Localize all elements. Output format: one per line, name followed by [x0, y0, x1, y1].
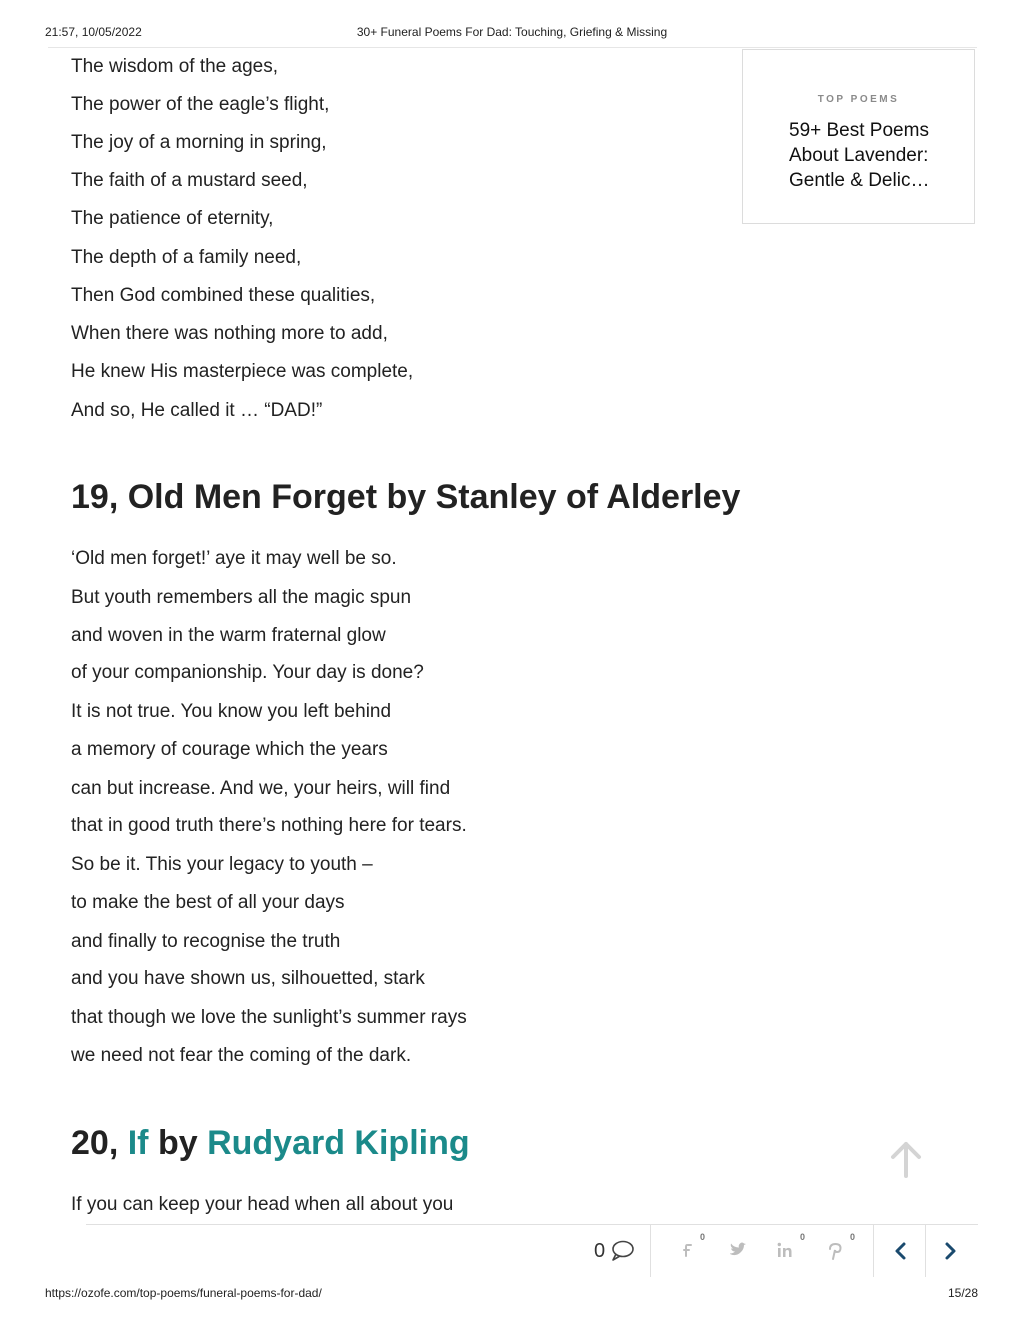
- print-page-number: 15/28: [947, 1286, 978, 1300]
- poem-line: It is not true. You know you left behind: [71, 701, 392, 722]
- facebook-icon: [676, 1238, 698, 1262]
- top-poems-widget: [742, 49, 975, 224]
- poem-20-first-line: If you can keep your head when all about you: [71, 1194, 454, 1215]
- divider: [48, 47, 977, 48]
- poem-line: The power of the eagle’s flight,: [71, 94, 330, 115]
- poem-line: But youth remembers all the magic spun: [71, 587, 412, 608]
- pinterest-count: 0: [850, 1232, 856, 1242]
- poem-line: to make the best of all your days: [71, 892, 345, 913]
- poem-line: The faith of a mustard seed,: [71, 170, 308, 191]
- poem-line: The wisdom of the ages,: [71, 56, 278, 77]
- poem-line: He knew His masterpiece was complete,: [71, 361, 414, 382]
- print-datetime: 21:57, 10/05/2022: [45, 25, 142, 39]
- poem-line: ‘Old men forget!’ aye it may well be so.: [71, 548, 397, 569]
- print-url: https://ozofe.com/top-poems/funeral-poems-for-dad/: [45, 1286, 322, 1300]
- poem-line: The joy of a morning in spring,: [71, 132, 327, 153]
- divider: [86, 1224, 978, 1225]
- divider: [650, 1225, 651, 1277]
- comment-count: 0: [594, 1240, 606, 1262]
- poem-line: The depth of a family need,: [71, 247, 302, 268]
- chevron-right-icon: [939, 1239, 961, 1263]
- heading-by: by: [148, 1124, 208, 1162]
- top-poem-link[interactable]: 59+ Best Poems About Lavender: Gentle & Delic…: [789, 120, 930, 191]
- chevron-left-icon: [889, 1239, 911, 1263]
- print-page-title: 30+ Funeral Poems For Dad: Touching, Griefing & Missing: [356, 25, 668, 39]
- print-header: [0, 25, 1024, 41]
- poem-line: Then God combined these qualities,: [71, 285, 376, 306]
- twitter-share-button[interactable]: [726, 1238, 748, 1262]
- next-post-button[interactable]: [939, 1239, 961, 1263]
- poem-line: The patience of eternity,: [71, 208, 274, 229]
- print-footer: [0, 1286, 1024, 1302]
- section-heading-19: 19, Old Men Forget by Stanley of Alderley: [71, 478, 741, 516]
- divider: [925, 1225, 926, 1277]
- arrow-up-icon: [886, 1138, 926, 1182]
- poem-title-link[interactable]: If: [127, 1124, 149, 1162]
- linkedin-share-button[interactable]: [774, 1238, 796, 1262]
- pinterest-share-button[interactable]: [824, 1238, 846, 1262]
- widget-label: TOP POEMS: [817, 94, 900, 105]
- poem-line: that though we love the sunlight’s summer rays: [71, 1007, 467, 1028]
- share-bar: [86, 1224, 978, 1278]
- divider: [873, 1225, 874, 1277]
- pinterest-icon: [824, 1238, 846, 1262]
- twitter-icon: [726, 1238, 748, 1262]
- poem-line: And so, He called it … “DAD!”: [71, 400, 323, 421]
- poem-line: and woven in the warm fraternal glow: [71, 625, 386, 646]
- comment-icon[interactable]: [610, 1240, 634, 1262]
- poem-line: can but increase. And we, your heirs, will find: [71, 778, 451, 799]
- linkedin-icon: [774, 1238, 796, 1262]
- linkedin-count: 0: [800, 1232, 806, 1242]
- poem-line: a memory of courage which the years: [71, 739, 388, 760]
- poem-line: So be it. This your legacy to youth –: [71, 854, 373, 875]
- poem-line: we need not fear the coming of the dark.: [71, 1045, 412, 1066]
- back-to-top-button[interactable]: [886, 1138, 926, 1182]
- heading-prefix: 20,: [71, 1124, 128, 1162]
- author-link[interactable]: Rudyard Kipling: [207, 1124, 470, 1162]
- poem-line: and you have shown us, silhouetted, stark: [71, 968, 425, 989]
- previous-post-button[interactable]: [889, 1239, 911, 1263]
- section-heading-20: [71, 1123, 470, 1163]
- poem-line: of your companionship. Your day is done?: [71, 662, 424, 683]
- poem-line: and finally to recognise the truth: [71, 931, 341, 952]
- facebook-share-button[interactable]: [676, 1238, 698, 1262]
- poem-line: that in good truth there’s nothing here for tears.: [71, 815, 467, 836]
- facebook-count: 0: [700, 1232, 706, 1242]
- poem-line: When there was nothing more to add,: [71, 323, 388, 344]
